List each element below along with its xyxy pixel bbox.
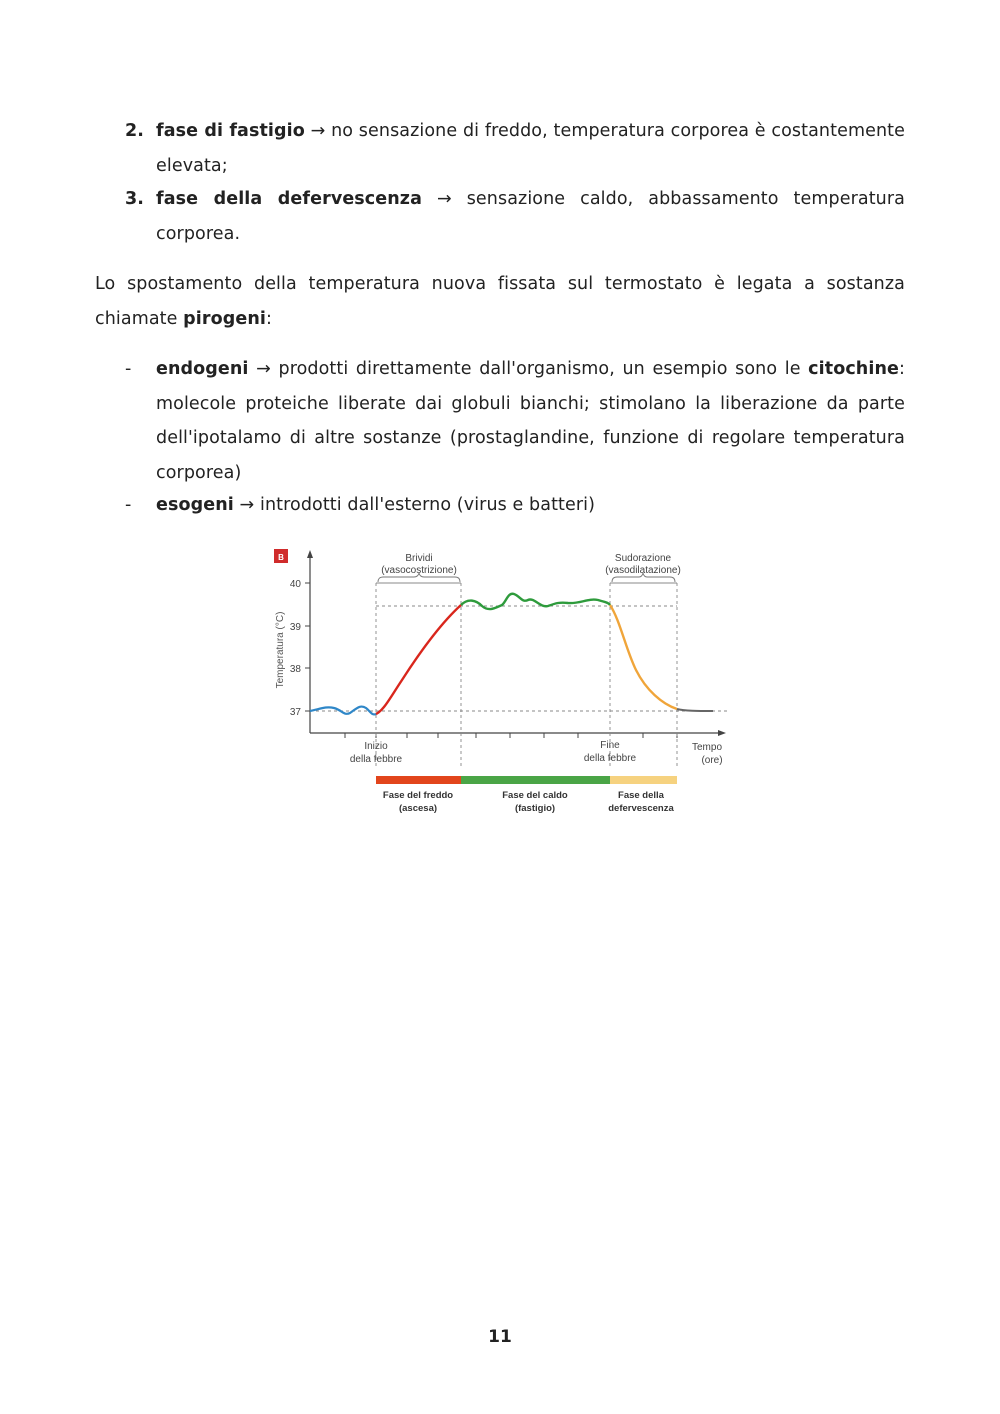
term-fastigio: fase di fastigio (156, 121, 305, 141)
y-ticks (290, 579, 310, 718)
curve-normal (310, 707, 376, 715)
phase-label-defervescenza: defervescenza (608, 803, 674, 814)
paragraph-pirogeni (95, 267, 905, 336)
label-vasodilatazione: (vasodilatazione) (605, 565, 681, 576)
fever-phases-figure (270, 540, 740, 825)
phase-bar-caldo (461, 776, 610, 784)
badge-letter: B (278, 553, 284, 562)
arrow-icon: → (239, 495, 255, 515)
term-citochine: citochine (808, 359, 899, 379)
list-item-defervescenza (125, 182, 905, 251)
label-inizio: Inizio (364, 741, 388, 752)
list-text: prodotti direttamente dall'organismo, un esempio sono le (278, 359, 809, 379)
list-item-fastigio (125, 114, 905, 183)
phase-label-ascesa: (ascesa) (398, 803, 438, 814)
term-esogeni: esogeni (156, 495, 234, 515)
list-item-esogeni (125, 488, 905, 523)
list-dash: - (125, 495, 132, 515)
list-item-endogeni (125, 352, 905, 490)
x-axis-label-tempo: Tempo (691, 742, 723, 753)
arrow-icon: → (436, 189, 452, 209)
term-defervescenza: fase della defervescenza (156, 189, 423, 209)
label-fine: Fine (600, 740, 620, 751)
y-tick-label-39: 39 (289, 622, 301, 633)
x-ticks (345, 733, 677, 738)
list-dash: - (125, 359, 132, 379)
y-tick-label-37: 37 (289, 707, 301, 718)
curve-after (677, 709, 713, 711)
curve-fall (610, 605, 677, 709)
y-tick-label-40: 40 (289, 579, 301, 590)
phase-label-fastigio: (fastigio) (514, 803, 556, 814)
phase-bar-defervescenza (610, 776, 677, 784)
label-fine-febbre: della febbre (583, 753, 637, 764)
x-axis-label-ore: (ore) (701, 755, 723, 766)
y-tick-label-38: 38 (289, 664, 301, 675)
label-vasocostrizione: (vasocostrizione) (381, 565, 457, 576)
y-axis-arrow (307, 550, 313, 558)
phase-label-freddo: Fase del freddo (382, 790, 454, 801)
term-pirogeni: pirogeni (183, 308, 267, 329)
x-axis-arrow (718, 730, 726, 736)
phase-label-della: Fase della (618, 790, 664, 801)
label-brividi: Brividi (405, 553, 433, 564)
page-number: 11 (488, 1327, 512, 1347)
list-text: introdotti dall'esterno (virus e batteri) (259, 495, 596, 515)
list-text: no sensazione di freddo, temperatura corporea è costantemente elevata; (156, 121, 905, 176)
arrow-icon: → (256, 359, 271, 379)
label-sudorazione: Sudorazione (614, 553, 672, 564)
fever-chart (270, 540, 740, 825)
curve-plateau (461, 594, 610, 609)
y-axis-label: Temperatura (°C) (275, 611, 286, 689)
label-inizio-febbre: della febbre (349, 754, 403, 765)
list-text-tail: : molecole proteiche liberate dai globuli bianchi; stimolano la liberazione da parte dell'ipotalamo di altre sostanze (prostaglandine, funzione di regolare temperatura corporea) (156, 359, 905, 483)
list-number: 3. (125, 189, 145, 209)
list-text: sensazione caldo, abbassamento temperatura corporea. (156, 189, 905, 244)
arrow-icon: → (310, 121, 326, 141)
paragraph-tail: : (266, 308, 273, 329)
list-number: 2. (125, 121, 145, 141)
phase-bar-freddo (376, 776, 461, 784)
term-endogeni: endogeni (156, 359, 249, 379)
phase-label-caldo: Fase del caldo (502, 790, 568, 801)
paragraph-text: Lo spostamento della temperatura nuova fissata sul termostato è legata a sostanza chiamate (95, 274, 905, 329)
curve-rise (376, 605, 461, 714)
